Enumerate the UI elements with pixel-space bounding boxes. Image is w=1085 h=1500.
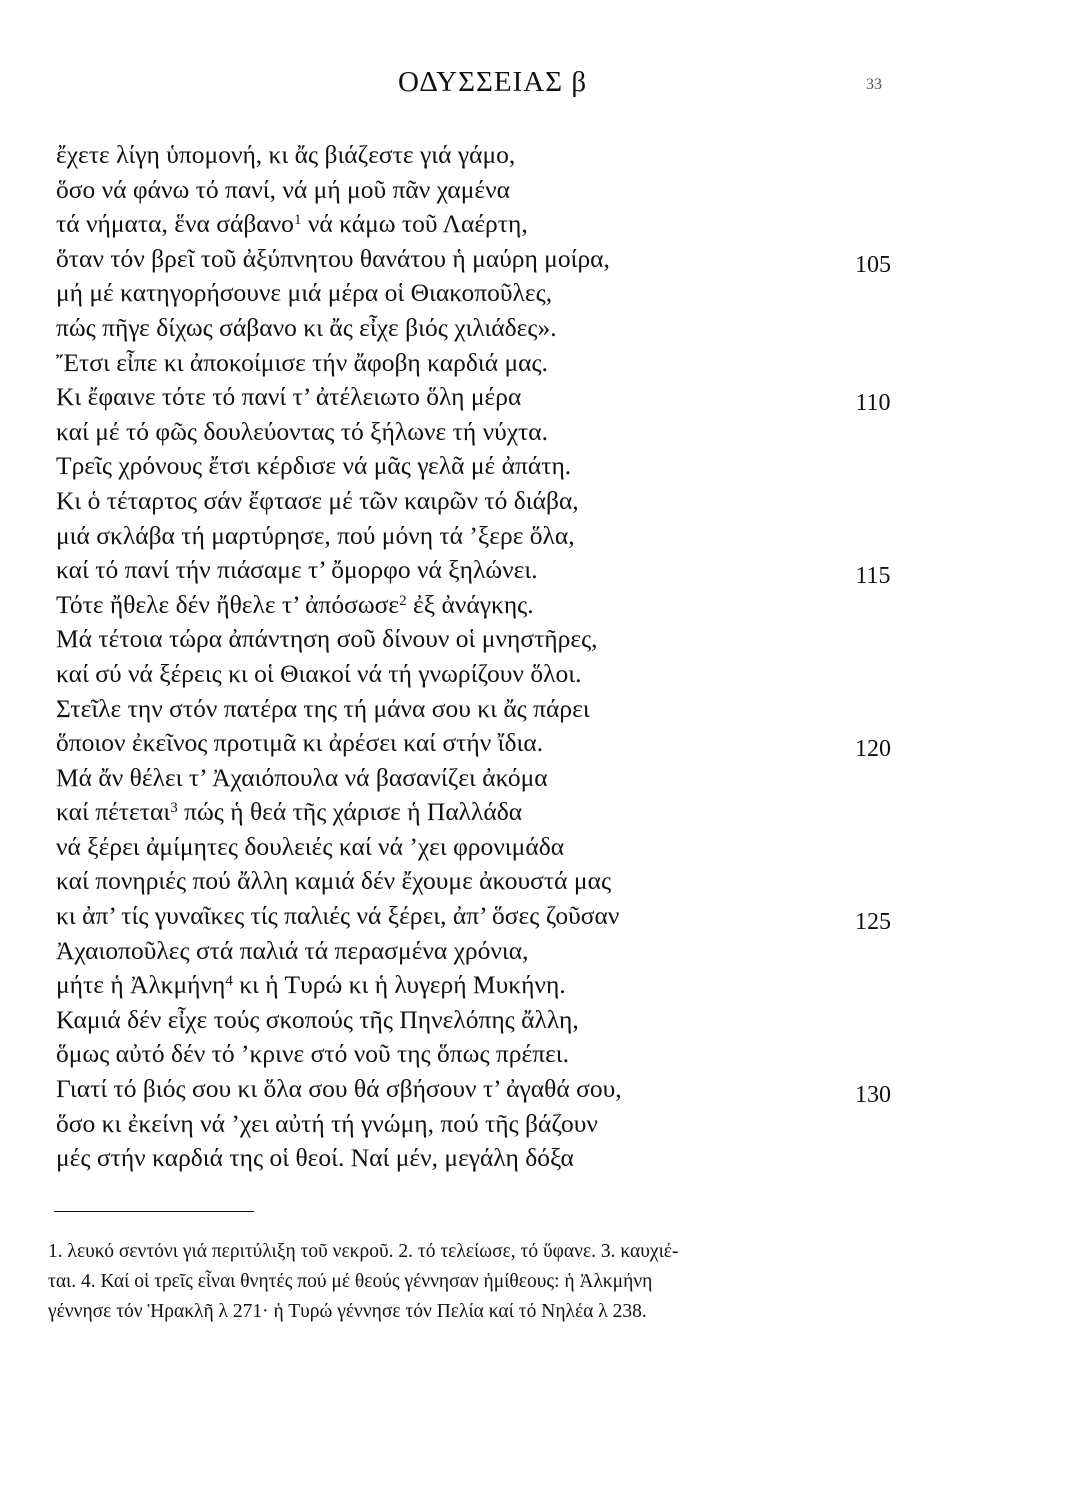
verse-line	[0, 1141, 1085, 1176]
verse-segment: Στεῖλε την στόν πατέρα της τή μάνα σου κι ἄς πάρει	[56, 693, 590, 723]
verse-segment: μήτε ἡ Ἀλκμήνη	[56, 970, 226, 1000]
verse-line	[0, 276, 1085, 311]
verse-segment: Κι ἔφαινε τότε τό πανί τ’ ἀτέλειωτο ὅλη μέρα	[56, 382, 522, 412]
verse-segment: καί σύ νά ξέρεις κι οἱ Θιακοί νά τή γνωρίζουν ὅλοι.	[56, 658, 582, 688]
verse-text	[56, 415, 548, 449]
verse-segment: Μά ἄν θέλει τ’ Ἀχαιόπουλα νά βασανίζει ἀκόμα	[56, 762, 548, 792]
verse-line	[0, 1037, 1085, 1072]
verse-number: 110	[855, 390, 891, 417]
verse-text	[56, 588, 534, 622]
verse-text	[56, 830, 564, 864]
verse-line	[0, 1003, 1085, 1038]
footnote-line: γέννησε τόν Ἡρακλῆ λ 271· ἡ Τυρώ γέννησε τόν Πελία καί τό Νηλέα λ 238.	[48, 1301, 647, 1322]
verse-line	[0, 380, 1085, 415]
footnote-line: ται. 4. Καί οἱ τρεῖς εἶναι θνητές πού μέ θεούς γέννησαν ἡμίθεους: ἡ Ἀλκμήνη	[48, 1271, 653, 1292]
verse-text	[56, 864, 611, 898]
footnote-marker: 2	[399, 592, 407, 609]
verse-line	[0, 864, 1085, 899]
verse-line	[0, 484, 1085, 519]
footnote-marker: 3	[170, 800, 178, 817]
verse-number: 130	[855, 1082, 891, 1109]
book-title: ΟΔΥΣΣΕΙΑΣ β	[398, 66, 588, 98]
verse-text	[56, 276, 552, 310]
verse-text	[56, 692, 590, 726]
verse-number: 105	[855, 251, 891, 278]
verse-line	[0, 622, 1085, 657]
verse-line	[0, 311, 1085, 346]
verse-text	[56, 726, 543, 760]
verse-line	[0, 761, 1085, 796]
verse-line	[0, 692, 1085, 727]
verse-segment: καί πέτεται	[56, 797, 171, 827]
verse-number: 115	[855, 563, 891, 590]
verse-number: 120	[855, 736, 891, 763]
footnote-marker: 4	[225, 973, 233, 989]
verse-line	[0, 449, 1085, 484]
verse-segment: ἔχετε λίγη ὑπομονή, κι ἄς βιάζεστε γιά γάμο,	[56, 140, 516, 169]
verse-segment: ἐξ ἀνάγκης.	[406, 589, 534, 619]
verse-text	[56, 622, 598, 656]
verse-text	[56, 899, 619, 933]
verse-segment: Ἀχαιοποῦλες στά παλιά τά περασμένα χρόνια,	[56, 935, 529, 965]
verse-segment: ὅταν τόν βρεῖ τοῦ ἀξύπνητου θανάτου ἡ μαύρη μοίρα,	[56, 243, 610, 273]
verse-line	[0, 657, 1085, 692]
verse-line	[0, 968, 1085, 1003]
verse-segment: ὅσο κι ἐκείνη νά ’χει αὐτή τή γνώμη, πού τῆς βάζουν	[56, 1108, 598, 1138]
verse-text	[56, 138, 515, 172]
verse-text	[56, 1072, 622, 1106]
verse-segment: καί τό πανί τήν πιάσαμε τ’ ὄμορφο νά ξηλώνει.	[56, 555, 538, 585]
verse-text	[56, 311, 557, 345]
verse-segment: τά νήματα, ἕνα σάβανο	[56, 209, 294, 239]
verse-segment: ὅμως αὐτό δέν τό ’κρινε στό νοῦ της ὅπως πρέπει.	[56, 1039, 570, 1069]
verse-text	[56, 553, 538, 587]
verse-line	[0, 1072, 1085, 1107]
verse-segment: κι ἡ Τυρώ κι ἡ λυγερή Μυκήνη.	[232, 970, 566, 1000]
verse-line	[0, 415, 1085, 450]
verse-segment: ὅσο νά φάνω τό πανί, νά μή μοῦ πᾶν χαμένα	[56, 174, 510, 204]
footnotes	[48, 1237, 898, 1327]
verse-text	[56, 1107, 598, 1141]
verse-text	[56, 380, 521, 414]
verse-block	[0, 138, 1085, 1176]
verse-text	[56, 657, 581, 691]
verse-text	[56, 484, 579, 518]
footnote-marker: 1	[293, 211, 302, 228]
verse-segment: Καμιά δέν εἶχε τούς σκοπούς τῆς Πηνελόπης ἄλλη,	[56, 1004, 579, 1034]
verse-text	[56, 795, 522, 829]
verse-segment: Ἔτσι εἶπε κι ἀποκοίμισε τήν ἄφοβη καρδιά μας.	[56, 347, 548, 377]
verse-text	[56, 1003, 579, 1037]
verse-text	[56, 1141, 574, 1175]
page-number: 33	[866, 76, 882, 93]
verse-text	[56, 519, 575, 553]
verse-line	[0, 1107, 1085, 1142]
verse-segment: Μά τέτοια τώρα ἀπάντηση σοῦ δίνουν οἱ μνηστῆρες,	[56, 624, 598, 654]
verse-text	[56, 242, 610, 276]
verse-text	[56, 968, 566, 1002]
verse-line	[0, 138, 1085, 173]
verse-segment: Γιατί τό βιός σου κι ὅλα σου θά σβήσουν τ’ ἀγαθά σου,	[56, 1074, 622, 1104]
verse-segment: μές στήν καρδιά της οἱ θεοί. Ναί μέν, μεγάλη δόξα	[56, 1143, 574, 1173]
verse-segment: πώς ἡ θεά τῆς χάρισε ἡ Παλλάδα	[177, 797, 523, 827]
verse-line	[0, 173, 1085, 208]
verse-line	[0, 899, 1085, 934]
verse-number: 125	[855, 909, 891, 936]
verse-line	[0, 588, 1085, 623]
verse-text	[56, 449, 571, 483]
verse-text	[56, 173, 510, 207]
verse-line	[0, 726, 1085, 761]
verse-line	[0, 242, 1085, 277]
running-header	[0, 66, 1085, 106]
verse-segment: Τρεῖς χρόνους ἔτσι κέρδισε νά μᾶς γελᾶ μέ ἀπάτη.	[56, 451, 572, 481]
verse-segment: νά ξέρει ἀμίμητες δουλειές καί νά ’χει φρονιμάδα	[56, 831, 565, 861]
footnote-line: 1. λευκό σεντόνι γιά περιτύλιξη τοῦ νεκροῦ. 2. τό τελείωσε, τό ὕφανε. 3. καυχιέ-	[48, 1241, 679, 1262]
verse-segment: Κι ὁ τέταρτος σάν ἔφτασε μέ τῶν καιρῶν τό διάβα,	[56, 485, 579, 515]
verse-line	[0, 346, 1085, 381]
verse-text	[56, 1037, 569, 1071]
verse-text	[56, 934, 529, 968]
verse-segment: καί μέ τό φῶς δουλεύοντας τό ξήλωνε τή νύχτα.	[56, 416, 549, 446]
verse-line	[0, 934, 1085, 969]
verse-segment: καί πονηριές πού ἄλλη καμιά δέν ἔχουμε ἀκουστά μας	[56, 866, 612, 896]
verse-line	[0, 207, 1085, 242]
verse-line	[0, 795, 1085, 830]
verse-line	[0, 553, 1085, 588]
verse-segment: Τότε ἤθελε δέν ἤθελε τ’ ἀπόσωσε	[56, 589, 400, 619]
verse-segment: μή μέ κατηγορήσουνε μιά μέρα οἱ Θιακοποῦλες,	[56, 278, 553, 308]
verse-text	[56, 346, 548, 380]
verse-segment: μιά σκλάβα τή μαρτύρησε, πού μόνη τά ’ξερε ὅλα,	[56, 520, 575, 550]
verse-line	[0, 830, 1085, 865]
footnote-divider	[54, 1211, 254, 1212]
verse-segment: ὅποιον ἐκεῖνος προτιμᾶ κι ἀρέσει καί στήν ἴδια.	[56, 728, 544, 758]
verse-segment: κι ἀπ’ τίς γυναῖκες τίς παλιές νά ξέρει, ἀπ’ ὅσες ζοῦσαν	[56, 901, 620, 931]
verse-line	[0, 519, 1085, 554]
verse-text	[56, 761, 548, 795]
verse-text	[56, 207, 528, 241]
verse-segment: πώς πῆγε δίχως σάβανο κι ἄς εἶχε βιός χιλιάδες».	[56, 312, 557, 342]
verse-segment: νά κάμω τοῦ Λαέρτη,	[301, 209, 528, 239]
